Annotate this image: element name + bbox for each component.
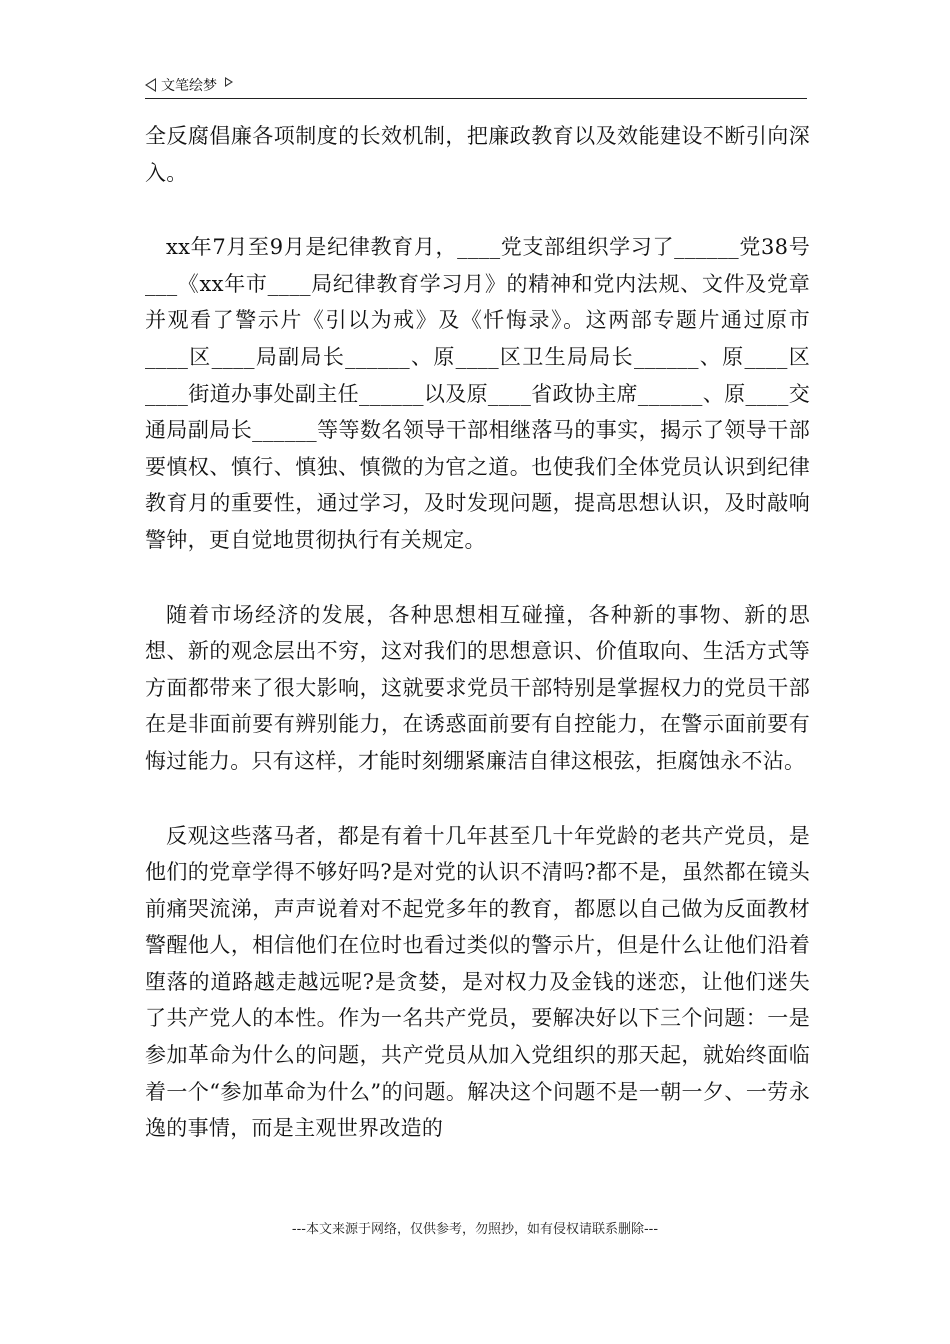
triangle-right-icon	[225, 77, 233, 87]
paragraph-1: 全反腐倡廉各项制度的长效机制，把廉政教育以及效能建设不断引向深入。	[145, 124, 810, 185]
page-header	[145, 72, 807, 99]
page-footer: ---本文来源于网络，仅供参考，勿照抄，如有侵权请联系删除---	[291, 1222, 659, 1237]
paragraph-3: 随着市场经济的发展，各种思想相互碰撞，各种新的事物、新的思想、新的观念层出不穷，这对我们的思想意识、价值取向、生活方式等方面都带来了很大影响，这就要求党员干部特别是掌握权力的党员干部在是非面前要有辨别能力，在诱惑面前要有自控能力，在警示面前要有悔过能力。只有这样，才能时刻绷紧廉洁自律这根弦，拒腐蚀永不沾。	[145, 602, 810, 773]
paragraph-4: 反观这些落马者，都是有着十几年甚至几十年党龄的老共产党员，是他们的党章学得不够好吗?是对党的认识不清吗?都不是，虽然都在镜头前痛哭流涕，声声说着对不起党多年的教育，都愿以自己做为反面教材警醒他人，相信他们在位时也看过类似的警示片，但是什么让他们沿着堕落的道路越走越远呢?是贪婪，是对权力及金钱的迷恋，让他们迷失了共产党人的本性。作为一名共产党员，要解决好以下三个问题：一是参加革命为什么的问题，共产党员从加入党组织的那天起，就始终面临着一个“参加革命为什么”的问题。解决这个问题不是一朝一夕、一劳永逸的事情，而是主观世界改造的	[145, 823, 810, 1141]
header-title: 文笔绘梦	[161, 78, 217, 94]
document-body	[145, 118, 810, 1185]
paragraph-2: xx年7月至9月是纪律教育月，____党支部组织学习了______党38号 ___《xx年市____局纪律教育学习月》的精神和党内法规、文件及党章并观看了警示片《引以为戒》及《忏悔录》。这两部专题片通过原市____区____局副局长______、原____区卫生局局长______、原____区____街道办事处副主任______以及原____省政协主席______、原____交通局副局长______等等数名领导干部相继落马的事实，揭示了领导干部要慎权、慎行、慎独、慎微的为官之道。也使我们全体党员认识到纪律教育月的重要性，通过学习，及时发现问题，提高思想认识，及时敲响警钟，更自觉地贯彻执行有关规定。	[145, 235, 810, 552]
triangle-left-icon	[145, 78, 156, 92]
